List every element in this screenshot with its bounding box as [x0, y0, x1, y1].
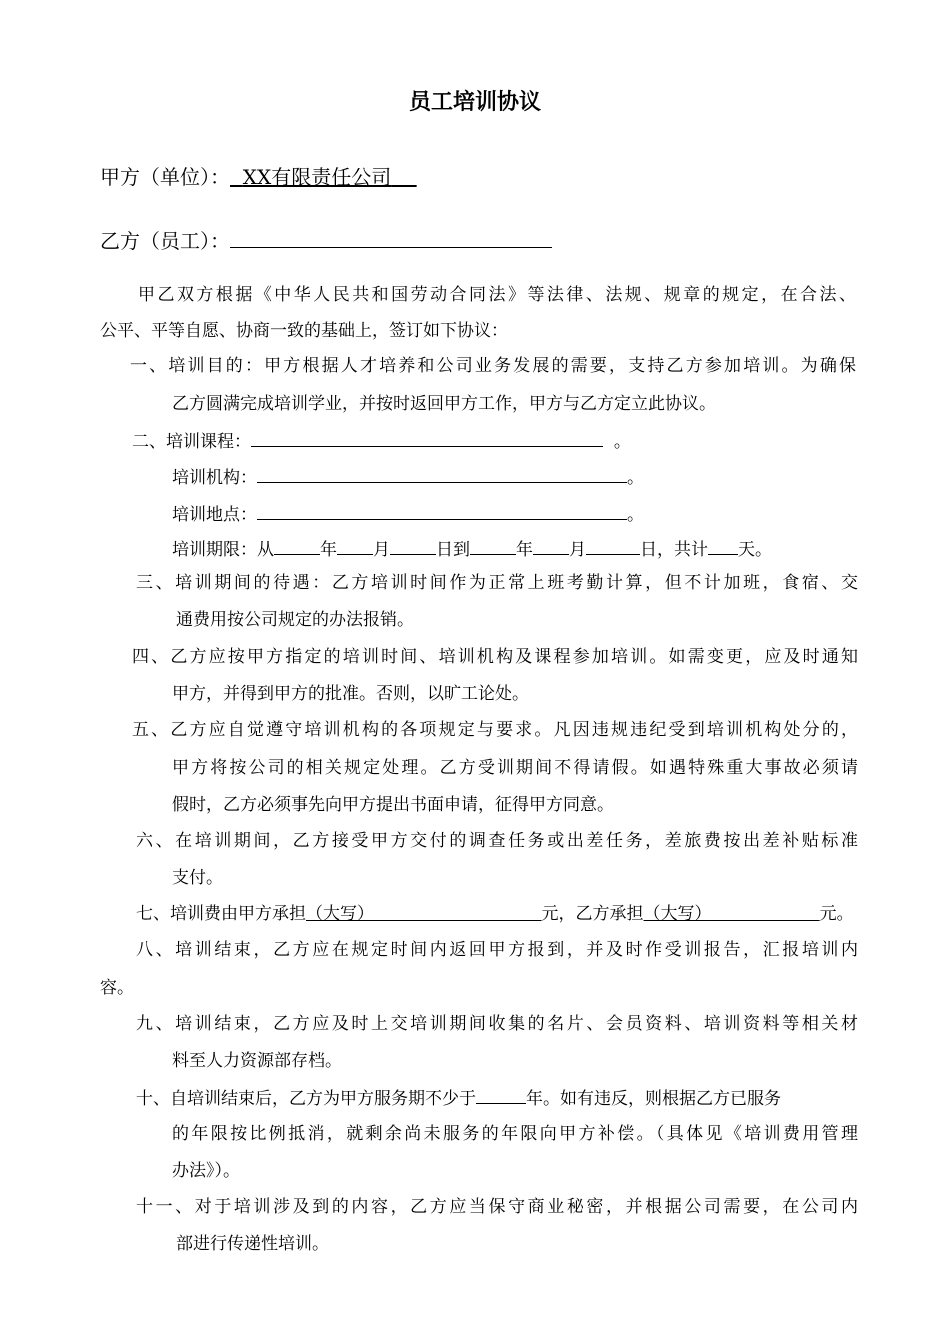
org-end: 。	[627, 468, 644, 488]
place-field[interactable]	[257, 501, 627, 520]
year-label: 年	[516, 540, 533, 560]
daxie-label: （大写）	[643, 904, 712, 924]
intro-line-1: 甲乙双方根据《中华人民共和国劳动合同法》等法律、法规、规章的规定，在合法、	[138, 285, 856, 305]
clause-11-line-1: 十一、对于培训涉及到的内容，乙方应当保守商业秘密，并根据公司需要，在公司内	[136, 1197, 858, 1217]
end-month-field[interactable]	[533, 536, 569, 555]
org-label: 培训机构：	[172, 468, 257, 488]
clause-11-line-2: 部进行传递性培训。	[176, 1234, 329, 1254]
place-end: 。	[627, 505, 644, 525]
start-year-field[interactable]	[274, 536, 320, 555]
clause-8-line-1: 八、培训结束，乙方应在规定时间内返回甲方报到，并及时作受训报告，汇报培训内	[136, 940, 858, 960]
clause-8-line-2: 容。	[100, 978, 134, 998]
clause-3-line-1: 三、培训期间的待遇：乙方培训时间作为正常上班考勤计算，但不计加班，食宿、交	[136, 573, 858, 593]
clause-10-line-2: 的年限按比例抵消，就剩余尚未服务的年限向甲方补偿。（具体见《培训费用管理	[172, 1124, 858, 1144]
clause-9-line-1: 九、培训结束，乙方应及时上交培训期间收集的名片、会员资料、培训资料等相关材	[136, 1014, 858, 1034]
clause-10-text-a: 十、自培训结束后，乙方为甲方服务期不少于	[136, 1089, 476, 1109]
day-to-label: 日到	[436, 540, 470, 560]
party-b-name-field[interactable]	[230, 229, 552, 248]
clause-5-line-1: 五、乙方应自觉遵守培训机构的各项规定与要求。凡因违规违纪受到培训机构处分的，	[132, 720, 858, 740]
start-month-field[interactable]	[337, 536, 373, 555]
clause-6-line-2: 支付。	[172, 868, 223, 888]
days-label: 天。	[738, 540, 772, 560]
clause-3-line-2: 通费用按公司规定的办法报销。	[176, 610, 414, 630]
clause-5-line-3: 假时，乙方必须事先向甲方提出书面申请，征得甲方同意。	[172, 795, 614, 815]
year-label: 年	[320, 540, 337, 560]
clause-2-place	[172, 501, 644, 527]
daxie-label: （大写）	[306, 904, 374, 924]
end-day-field[interactable]	[586, 536, 640, 555]
party-a-value-field[interactable]	[230, 165, 417, 189]
clause-7	[136, 902, 854, 926]
clause-7-text: 七、培训费由甲方承担	[136, 904, 306, 924]
clause-1-line-2: 乙方圆满完成培训学业，并按时返回甲方工作，甲方与乙方定立此协议。	[172, 394, 716, 414]
clause-2-org	[172, 464, 644, 490]
course-label: 二、培训课程：	[132, 432, 251, 452]
place-label: 培训地点：	[172, 505, 257, 525]
party-b-line	[100, 227, 552, 255]
service-years-field[interactable]	[476, 1085, 526, 1104]
day-total-label: 日，共计	[640, 540, 708, 560]
clause-2-period	[172, 536, 772, 562]
clause-10-line-3: 办法》）。	[172, 1161, 240, 1181]
clause-5-line-2: 甲方将按公司的相关规定处理。乙方受训期间不得请假。如遇特殊重大事故必须请	[172, 758, 858, 778]
clause-2-course	[132, 428, 631, 454]
period-label: 培训期限：从	[172, 540, 274, 560]
clause-10-line-1	[136, 1085, 781, 1111]
party-a-value: XX有限责任公司	[242, 165, 392, 189]
course-field[interactable]	[251, 428, 603, 447]
clause-4-line-1: 四、乙方应按甲方指定的培训时间、培训机构及课程参加培训。如需变更，应及时通知	[132, 647, 858, 667]
document-title: 员工培训协议	[408, 89, 541, 115]
yuan-label: 元，乙方承担	[541, 904, 644, 924]
clause-10-text-b: 年。如有违反，则根据乙方已服务	[526, 1089, 781, 1109]
clause-4-line-2: 甲方，并得到甲方的批准。否则，以旷工论处。	[172, 684, 529, 704]
start-day-field[interactable]	[390, 536, 436, 555]
party-b-label: 乙方（员工）：	[100, 229, 230, 253]
org-field[interactable]	[257, 464, 627, 483]
total-days-field[interactable]	[708, 536, 738, 555]
intro-line-2: 公平、平等自愿、协商一致的基础上，签订如下协议：	[100, 321, 508, 341]
clause-1-line-1: 一、培训目的：甲方根据人才培养和公司业务发展的需要，支持乙方参加培训。为确保	[130, 356, 856, 376]
clause-6-line-1: 六、在培训期间，乙方接受甲方交付的调查任务或出差任务，差旅费按出差补贴标准	[136, 831, 858, 851]
end-year-field[interactable]	[470, 536, 516, 555]
clause-9-line-2: 料至人力资源部存档。	[172, 1051, 342, 1071]
month-label: 月	[569, 540, 586, 560]
party-a-amount-field[interactable]	[306, 904, 542, 924]
yuan-label: 元。	[819, 904, 854, 924]
month-label: 月	[373, 540, 390, 560]
party-a-line	[100, 163, 417, 191]
course-end: 。	[613, 432, 631, 452]
party-a-label: 甲方（单位）：	[100, 165, 230, 189]
party-b-amount-field[interactable]	[644, 904, 820, 924]
